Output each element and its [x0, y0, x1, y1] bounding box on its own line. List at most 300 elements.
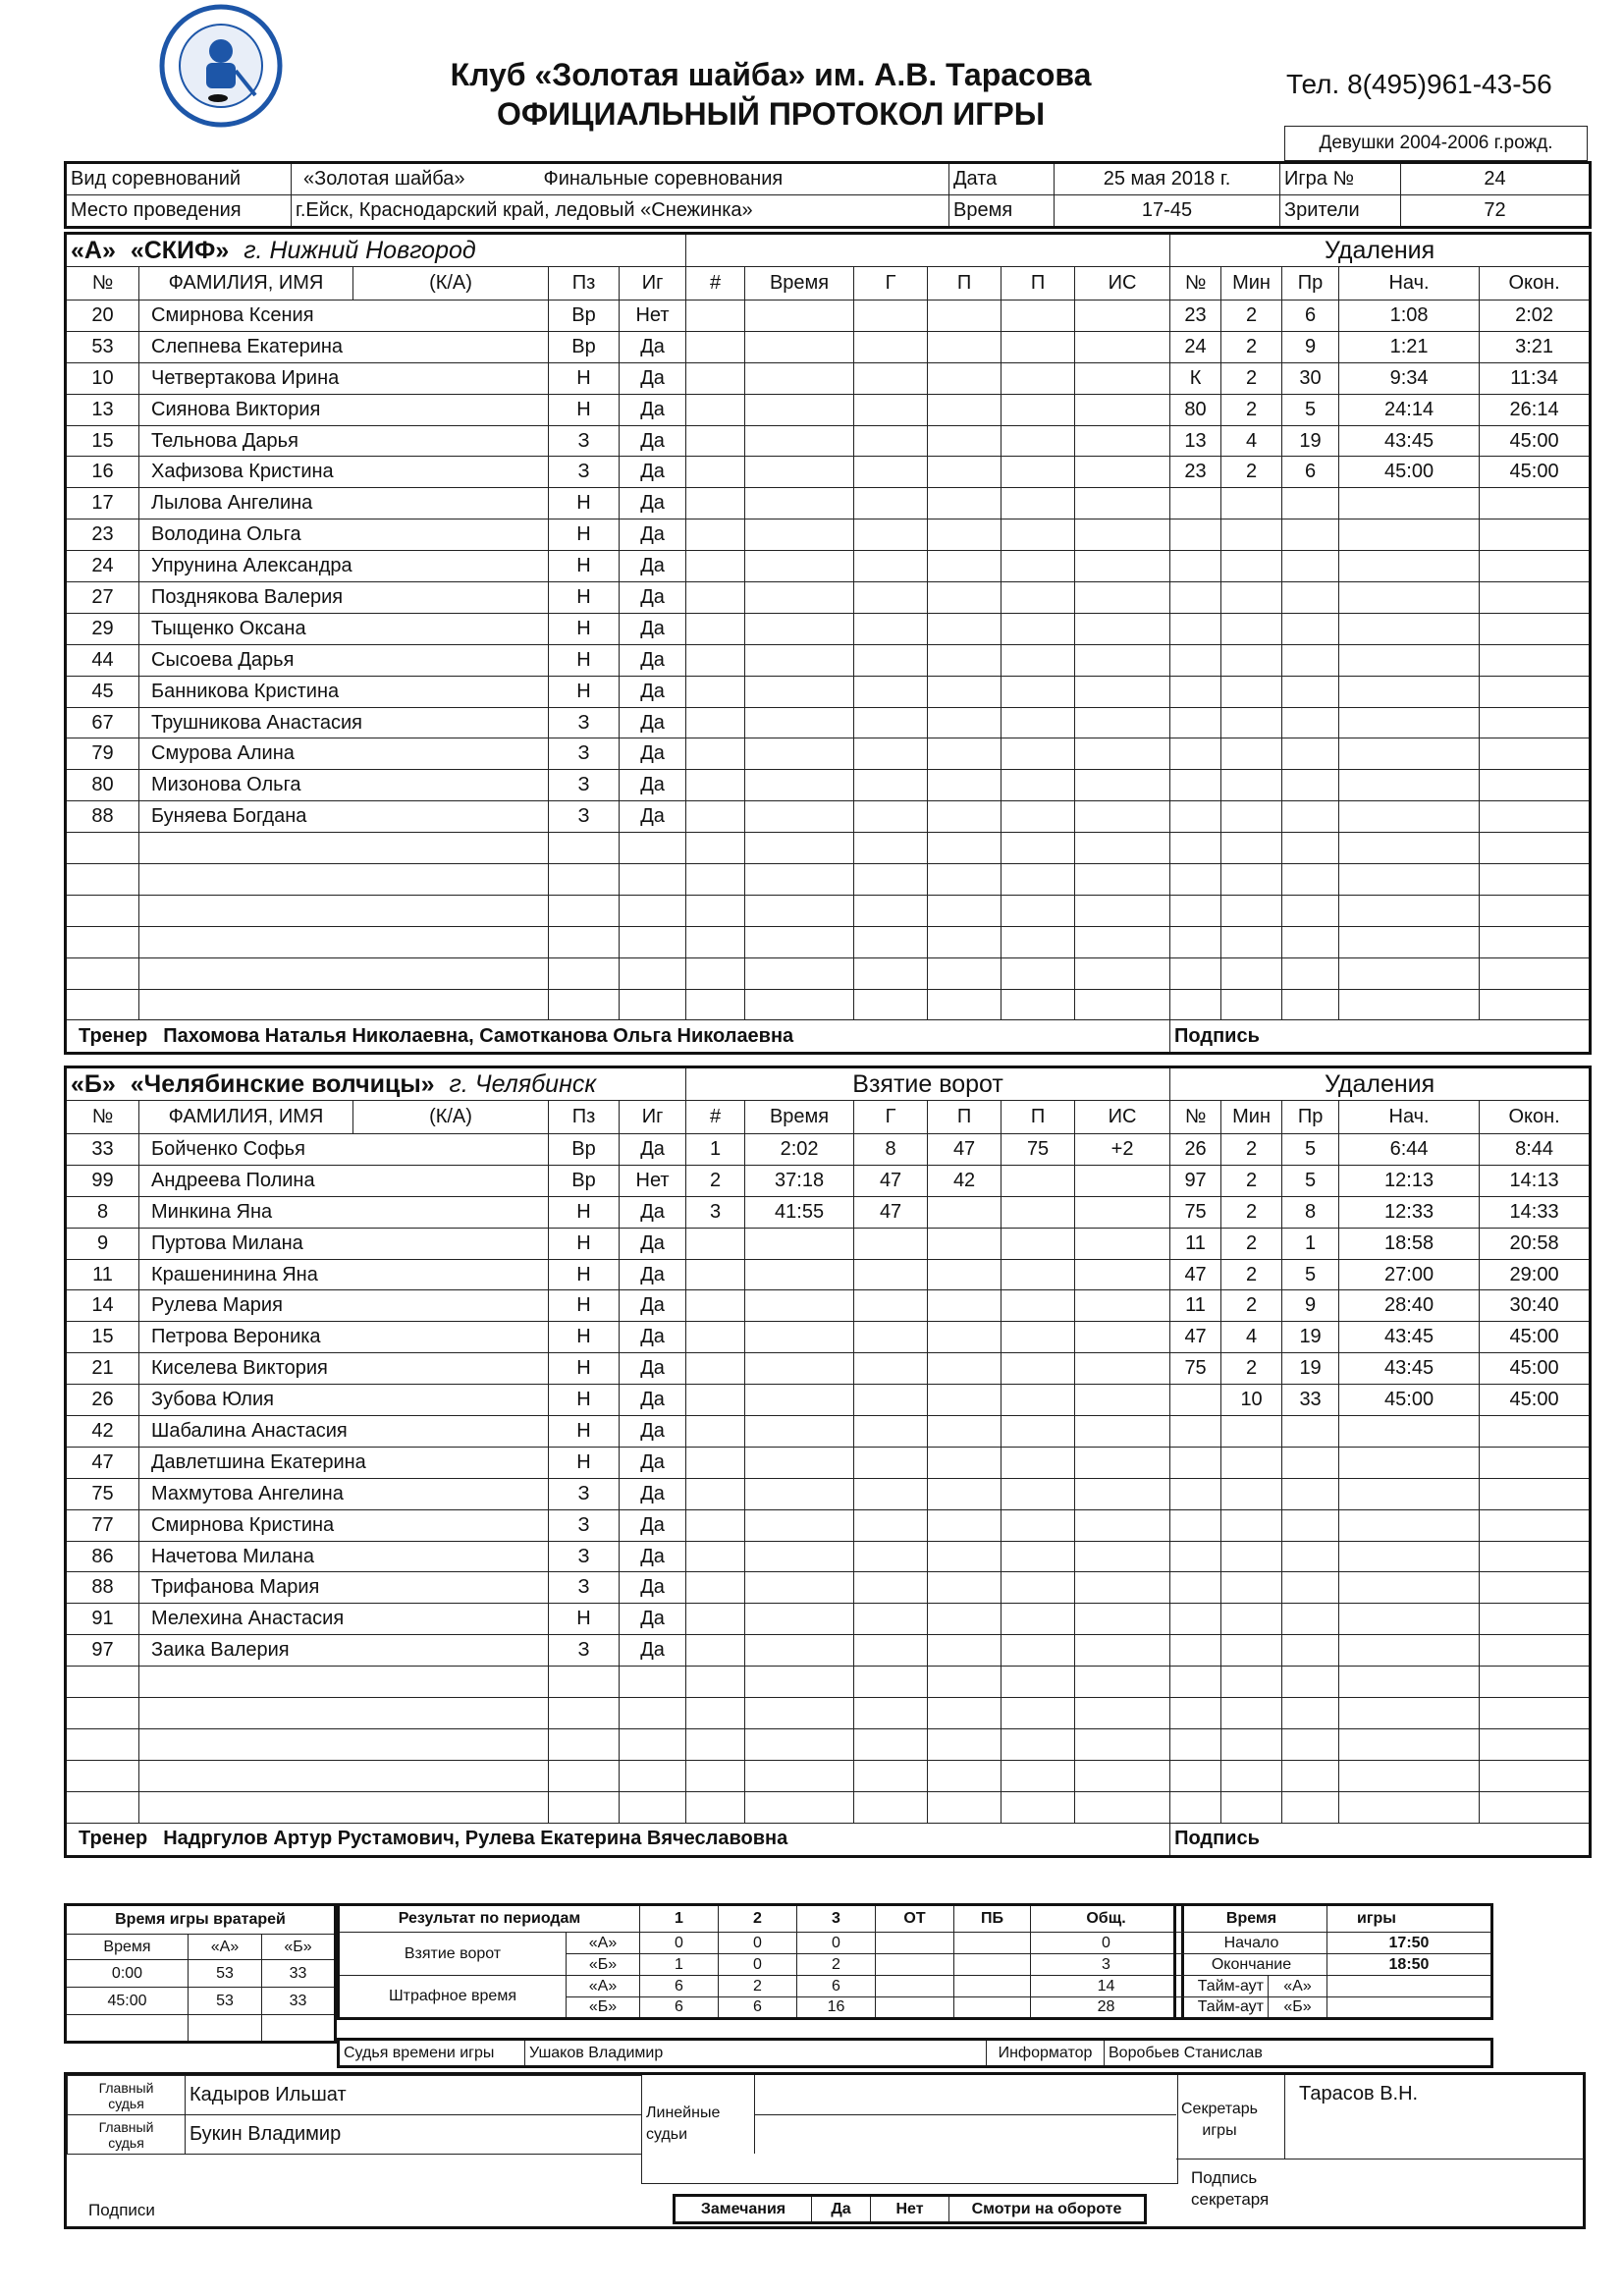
team-a-name: «СКИФ» [130, 236, 230, 264]
penalty-number [1170, 926, 1221, 957]
penalty-end: 29:00 [1480, 1259, 1591, 1290]
remarks-label: Замечания [675, 2196, 812, 2223]
goal-time [745, 676, 854, 707]
club-title: Клуб «Золотая шайба» им. А.В. Тарасова [450, 57, 1092, 92]
goal-assist-2 [1001, 1791, 1075, 1823]
penalty-minutes: 2 [1221, 1259, 1282, 1290]
pim-b-total: 28 [1031, 1997, 1183, 2019]
col-assist-2: П [1001, 267, 1075, 301]
secretary-sign-label [1191, 2167, 1269, 2211]
goal-number [686, 1259, 745, 1290]
goal-scorer [854, 1760, 928, 1791]
penalty-start [1339, 1760, 1480, 1791]
goal-number [686, 457, 745, 488]
goal-time [745, 457, 854, 488]
remarks-yes: Да [812, 2196, 871, 2223]
goal-number [686, 1728, 745, 1760]
player-row [66, 1760, 1591, 1791]
col-goal-scorer: Г [854, 1101, 928, 1134]
penalty-reason [1282, 957, 1339, 989]
team-a-marker: «А» [567, 1933, 640, 1954]
player-number [66, 1698, 139, 1729]
penalty-end [1480, 770, 1591, 801]
goal-assist-1 [928, 1572, 1001, 1604]
player-number: 10 [66, 362, 139, 394]
penalty-number: 47 [1170, 1259, 1221, 1290]
total-header: Общ. [1031, 1905, 1183, 1933]
goal-assist-2 [1001, 1290, 1075, 1322]
goal-strength [1075, 1322, 1170, 1353]
penalty-reason: 5 [1282, 394, 1339, 425]
player-row [66, 926, 1591, 957]
category-text: Девушки 2004-2006 г.рожд. [1319, 133, 1553, 153]
penalty-end [1480, 644, 1591, 676]
player-name: Минкина Яна [139, 1196, 549, 1228]
penalty-start: 43:45 [1339, 425, 1480, 457]
goal-time [745, 1667, 854, 1698]
penalty-reason [1282, 1760, 1339, 1791]
col-penalty-end: Окон. [1480, 267, 1591, 301]
game-number-label: Игра № [1280, 163, 1401, 195]
penalty-minutes [1221, 926, 1282, 957]
player-row [66, 1447, 1591, 1478]
linesmen-line [754, 2114, 1176, 2115]
player-name: Четвертакова Ирина [139, 362, 549, 394]
player-position [549, 1698, 620, 1729]
goal-number [686, 644, 745, 676]
goalie-empty-cell [262, 2015, 336, 2043]
player-number [66, 989, 139, 1020]
player-name [139, 895, 549, 926]
goalie-empty-cell [189, 2015, 262, 2043]
goal-scorer [854, 1728, 928, 1760]
goal-strength [1075, 1416, 1170, 1448]
player-number: 15 [66, 425, 139, 457]
goal-scorer [854, 1698, 928, 1729]
penalty-reason: 1 [1282, 1228, 1339, 1259]
penalty-reason [1282, 1635, 1339, 1667]
player-played: Да [620, 362, 686, 394]
player-name [139, 989, 549, 1020]
player-number: 17 [66, 488, 139, 519]
player-name: Позднякова Валерия [139, 582, 549, 614]
player-row [66, 613, 1591, 644]
signatures-label: Подписи [88, 2201, 155, 2219]
player-number: 47 [66, 1447, 139, 1478]
player-played: Да [620, 1447, 686, 1478]
goal-number [686, 1447, 745, 1478]
goal-number [686, 1698, 745, 1729]
goal-time [745, 488, 854, 519]
penalty-reason [1282, 1447, 1339, 1478]
penalty-reason: 19 [1282, 1322, 1339, 1353]
penalty-end [1480, 613, 1591, 644]
goal-assist-1 [928, 1228, 1001, 1259]
player-position [549, 1728, 620, 1760]
penalty-start [1339, 613, 1480, 644]
player-position: Н [549, 1416, 620, 1448]
penalty-reason: 30 [1282, 362, 1339, 394]
goal-time [745, 1290, 854, 1322]
period-2-header: 2 [719, 1905, 797, 1933]
player-played: Да [620, 1259, 686, 1290]
penalty-minutes [1221, 1760, 1282, 1791]
player-number: 88 [66, 801, 139, 833]
goal-strength [1075, 895, 1170, 926]
game-number-value: 24 [1401, 163, 1591, 195]
goalie-col-time: Время [66, 1935, 189, 1960]
doc-title: ОФИЦИАЛЬНЫЙ ПРОТОКОЛ ИГРЫ [496, 96, 1046, 132]
goal-assist-1 [928, 833, 1001, 864]
goal-strength [1075, 926, 1170, 957]
goal-assist-1 [928, 1698, 1001, 1729]
penalty-start [1339, 1604, 1480, 1635]
penalty-end [1480, 1416, 1591, 1448]
penalty-reason: 9 [1282, 1290, 1339, 1322]
penalty-start [1339, 676, 1480, 707]
penalty-end [1480, 551, 1591, 582]
player-number [66, 895, 139, 926]
penalty-end: 45:00 [1480, 425, 1591, 457]
goal-time [745, 1509, 854, 1541]
goals-b-p2: 0 [719, 1954, 797, 1976]
goal-number [686, 582, 745, 614]
goal-assist-1 [928, 1541, 1001, 1572]
penalty-number [1170, 1541, 1221, 1572]
player-position: З [549, 707, 620, 738]
player-position: Н [549, 488, 620, 519]
penalty-reason: 6 [1282, 457, 1339, 488]
penalty-end: 11:34 [1480, 362, 1591, 394]
penalty-number [1170, 1667, 1221, 1698]
time-label: Время [949, 195, 1055, 228]
goal-time [745, 1447, 854, 1478]
penalty-end [1480, 707, 1591, 738]
player-row [66, 833, 1591, 864]
goal-scorer [854, 738, 928, 770]
penalty-start: 28:40 [1339, 1290, 1480, 1322]
goal-assist-2 [1001, 1353, 1075, 1385]
goal-assist-2 [1001, 331, 1075, 362]
goal-strength [1075, 801, 1170, 833]
goal-number [686, 895, 745, 926]
penalty-number: 11 [1170, 1290, 1221, 1322]
player-row [66, 989, 1591, 1020]
penalty-minutes: 2 [1221, 1165, 1282, 1196]
sign-cell [1170, 1020, 1591, 1054]
penalty-minutes [1221, 1667, 1282, 1698]
goal-scorer [854, 1791, 928, 1823]
goal-scorer [854, 1604, 928, 1635]
goal-time [745, 362, 854, 394]
penalty-minutes [1221, 1478, 1282, 1509]
team-a-goals-title [686, 234, 1170, 267]
goal-assist-2 [1001, 644, 1075, 676]
goal-assist-1 [928, 331, 1001, 362]
player-number: 24 [66, 551, 139, 582]
player-row [66, 362, 1591, 394]
goal-assist-1 [928, 864, 1001, 896]
goal-strength [1075, 989, 1170, 1020]
penalty-start: 1:21 [1339, 331, 1480, 362]
player-played: Да [620, 1509, 686, 1541]
goal-strength [1075, 425, 1170, 457]
goal-strength [1075, 551, 1170, 582]
penalty-start [1339, 551, 1480, 582]
goal-number [686, 1667, 745, 1698]
team-a-penalties-title: Удаления [1170, 234, 1591, 267]
player-position [549, 1667, 620, 1698]
player-row [66, 1290, 1591, 1322]
goal-assist-1 [928, 425, 1001, 457]
col-penalty-start: Нач. [1339, 1101, 1480, 1134]
coach-cell [66, 1823, 1170, 1856]
penalty-minutes [1221, 1509, 1282, 1541]
penalty-number: 75 [1170, 1196, 1221, 1228]
player-name: Слепнева Екатерина [139, 331, 549, 362]
col-penalty-end: Окон. [1480, 1101, 1591, 1134]
penalty-reason [1282, 1416, 1339, 1448]
penalty-start [1339, 1509, 1480, 1541]
goal-time [745, 1228, 854, 1259]
goal-number [686, 1509, 745, 1541]
goal-scorer [854, 926, 928, 957]
goal-assist-1 [928, 582, 1001, 614]
player-position: Н [549, 1385, 620, 1416]
goal-number [686, 1604, 745, 1635]
goal-number [686, 394, 745, 425]
goal-scorer [854, 707, 928, 738]
penalty-end [1480, 519, 1591, 551]
periods-title: Результат по периодам [339, 1905, 640, 1933]
goal-assist-2 [1001, 1728, 1075, 1760]
goal-time [745, 1385, 854, 1416]
penalty-number: 11 [1170, 1228, 1221, 1259]
goal-number [686, 864, 745, 896]
goal-time [745, 425, 854, 457]
penalty-start: 6:44 [1339, 1134, 1480, 1166]
player-name [139, 1760, 549, 1791]
goal-time [745, 1760, 854, 1791]
goal-scorer [854, 301, 928, 332]
player-played [620, 1728, 686, 1760]
penalty-reason [1282, 1728, 1339, 1760]
penalty-reason [1282, 864, 1339, 896]
goal-strength [1075, 582, 1170, 614]
penalty-reason [1282, 926, 1339, 957]
timeout-b-team: «Б» [1269, 1997, 1327, 2019]
penalty-start: 18:58 [1339, 1228, 1480, 1259]
player-played: Да [620, 1478, 686, 1509]
goal-assist-1 [928, 1290, 1001, 1322]
penalty-minutes [1221, 519, 1282, 551]
goal-strength [1075, 394, 1170, 425]
goal-strength [1075, 864, 1170, 896]
player-played: Да [620, 425, 686, 457]
goal-number: 3 [686, 1196, 745, 1228]
goalie-row-time: 0:00 [66, 1960, 189, 1988]
goal-scorer [854, 644, 928, 676]
player-position: Н [549, 1447, 620, 1478]
goal-assist-2 [1001, 895, 1075, 926]
penalty-minutes [1221, 707, 1282, 738]
penalty-number [1170, 1760, 1221, 1791]
player-row [66, 895, 1591, 926]
player-number: 20 [66, 301, 139, 332]
player-row [66, 770, 1591, 801]
goalie-time-title: Время игры вратарей [66, 1905, 336, 1935]
player-number [66, 864, 139, 896]
penalty-number: 24 [1170, 331, 1221, 362]
goalie-row-a: 53 [189, 1988, 262, 2015]
spectators-label: Зрители [1280, 195, 1401, 228]
col-assist-1: П [928, 1101, 1001, 1134]
goal-scorer [854, 1572, 928, 1604]
col-played: Иг [620, 1101, 686, 1134]
secretary-value: Тарасов В.Н. [1299, 2083, 1419, 2105]
penalty-reason [1282, 613, 1339, 644]
goal-assist-2 [1001, 738, 1075, 770]
player-number: 45 [66, 676, 139, 707]
penalty-number [1170, 1635, 1221, 1667]
goal-assist-2 [1001, 1667, 1075, 1698]
penalty-end: 26:14 [1480, 394, 1591, 425]
officials-block [64, 2072, 1586, 2229]
goal-scorer [854, 1667, 928, 1698]
player-position: Н [549, 551, 620, 582]
team-b-letter: «Б» [71, 1069, 116, 1098]
penalty-reason [1282, 644, 1339, 676]
player-position: Н [549, 519, 620, 551]
penalty-minutes [1221, 801, 1282, 833]
penalty-number [1170, 801, 1221, 833]
player-row [66, 1509, 1591, 1541]
player-number [66, 1760, 139, 1791]
goal-assist-1 [928, 957, 1001, 989]
goal-assist-2 [1001, 425, 1075, 457]
penalty-number: 47 [1170, 1322, 1221, 1353]
player-name: Смирнова Кристина [139, 1509, 549, 1541]
player-row [66, 331, 1591, 362]
player-position: Н [549, 394, 620, 425]
col-strength: ИС [1075, 1101, 1170, 1134]
timeout-b-label: Тайм-аут [1175, 1997, 1269, 2019]
penalty-start [1339, 1447, 1480, 1478]
game-time-table [1173, 1903, 1493, 2020]
penalty-number [1170, 488, 1221, 519]
penalty-number [1170, 1698, 1221, 1729]
col-penalty-reason: Пр [1282, 1101, 1339, 1134]
coach-row [66, 1823, 1591, 1856]
player-number: 97 [66, 1635, 139, 1667]
overtime-header: ОТ [876, 1905, 954, 1933]
goal-scorer [854, 1322, 928, 1353]
pim-b-ot [876, 1997, 954, 2019]
player-row [66, 519, 1591, 551]
goal-time [745, 1322, 854, 1353]
period-1-header: 1 [640, 1905, 719, 1933]
penalty-reason [1282, 1509, 1339, 1541]
col-penalty-minutes: Мин [1221, 1101, 1282, 1134]
player-position: З [549, 1541, 620, 1572]
goal-scorer [854, 801, 928, 833]
penalty-minutes [1221, 833, 1282, 864]
player-played [620, 1698, 686, 1729]
goal-assist-2 [1001, 801, 1075, 833]
goal-assist-2 [1001, 770, 1075, 801]
penalty-reason [1282, 1667, 1339, 1698]
player-name: Тыщенко Оксана [139, 613, 549, 644]
player-number: 29 [66, 613, 139, 644]
penalty-reason: 5 [1282, 1134, 1339, 1166]
player-played: Да [620, 770, 686, 801]
player-name: Шабалина Анастасия [139, 1416, 549, 1448]
penalty-end [1480, 1760, 1591, 1791]
goal-assist-1 [928, 1259, 1001, 1290]
penalty-number [1170, 833, 1221, 864]
player-played [620, 926, 686, 957]
remarks-no: Нет [871, 2196, 949, 2223]
col-position: Пз [549, 267, 620, 301]
penalty-end [1480, 676, 1591, 707]
player-number [66, 957, 139, 989]
player-row [66, 1165, 1591, 1196]
penalty-reason: 5 [1282, 1165, 1339, 1196]
player-number [66, 1667, 139, 1698]
goal-number [686, 362, 745, 394]
player-name: Бойченко Софья [139, 1134, 549, 1166]
col-penalty-number: № [1170, 267, 1221, 301]
player-row [66, 707, 1591, 738]
goal-strength [1075, 1541, 1170, 1572]
penalty-reason: 6 [1282, 301, 1339, 332]
goal-scorer [854, 1635, 928, 1667]
player-position: З [549, 425, 620, 457]
penalty-start [1339, 1635, 1480, 1667]
goal-assist-1 [928, 394, 1001, 425]
player-number: 86 [66, 1541, 139, 1572]
remarks-see-back: Смотри на обороте [949, 2196, 1146, 2223]
goal-number [686, 331, 745, 362]
player-row [66, 644, 1591, 676]
goal-strength [1075, 1667, 1170, 1698]
player-position: Н [549, 1604, 620, 1635]
player-played: Да [620, 551, 686, 582]
goal-time [745, 301, 854, 332]
player-number: 77 [66, 1509, 139, 1541]
goal-number [686, 551, 745, 582]
goal-assist-1 [928, 488, 1001, 519]
goal-number [686, 1635, 745, 1667]
goal-assist-2 [1001, 1259, 1075, 1290]
penalty-reason [1282, 551, 1339, 582]
penalty-start [1339, 519, 1480, 551]
goal-assist-2 [1001, 1322, 1075, 1353]
team-b-goals-title: Взятие ворот [686, 1067, 1170, 1101]
penalty-minutes: 2 [1221, 1290, 1282, 1322]
player-row [66, 1698, 1591, 1729]
pim-a-p1: 6 [640, 1976, 719, 1997]
goal-scorer [854, 770, 928, 801]
goal-strength [1075, 1791, 1170, 1823]
timekeeper-value: Ушаков Владимир [525, 2040, 987, 2067]
goal-assist-2 [1001, 613, 1075, 644]
penalty-end [1480, 738, 1591, 770]
team-a-city: г. Нижний Новгород [244, 236, 476, 264]
goal-assist-1 [928, 676, 1001, 707]
goal-assist-2 [1001, 1509, 1075, 1541]
goal-number: 1 [686, 1134, 745, 1166]
